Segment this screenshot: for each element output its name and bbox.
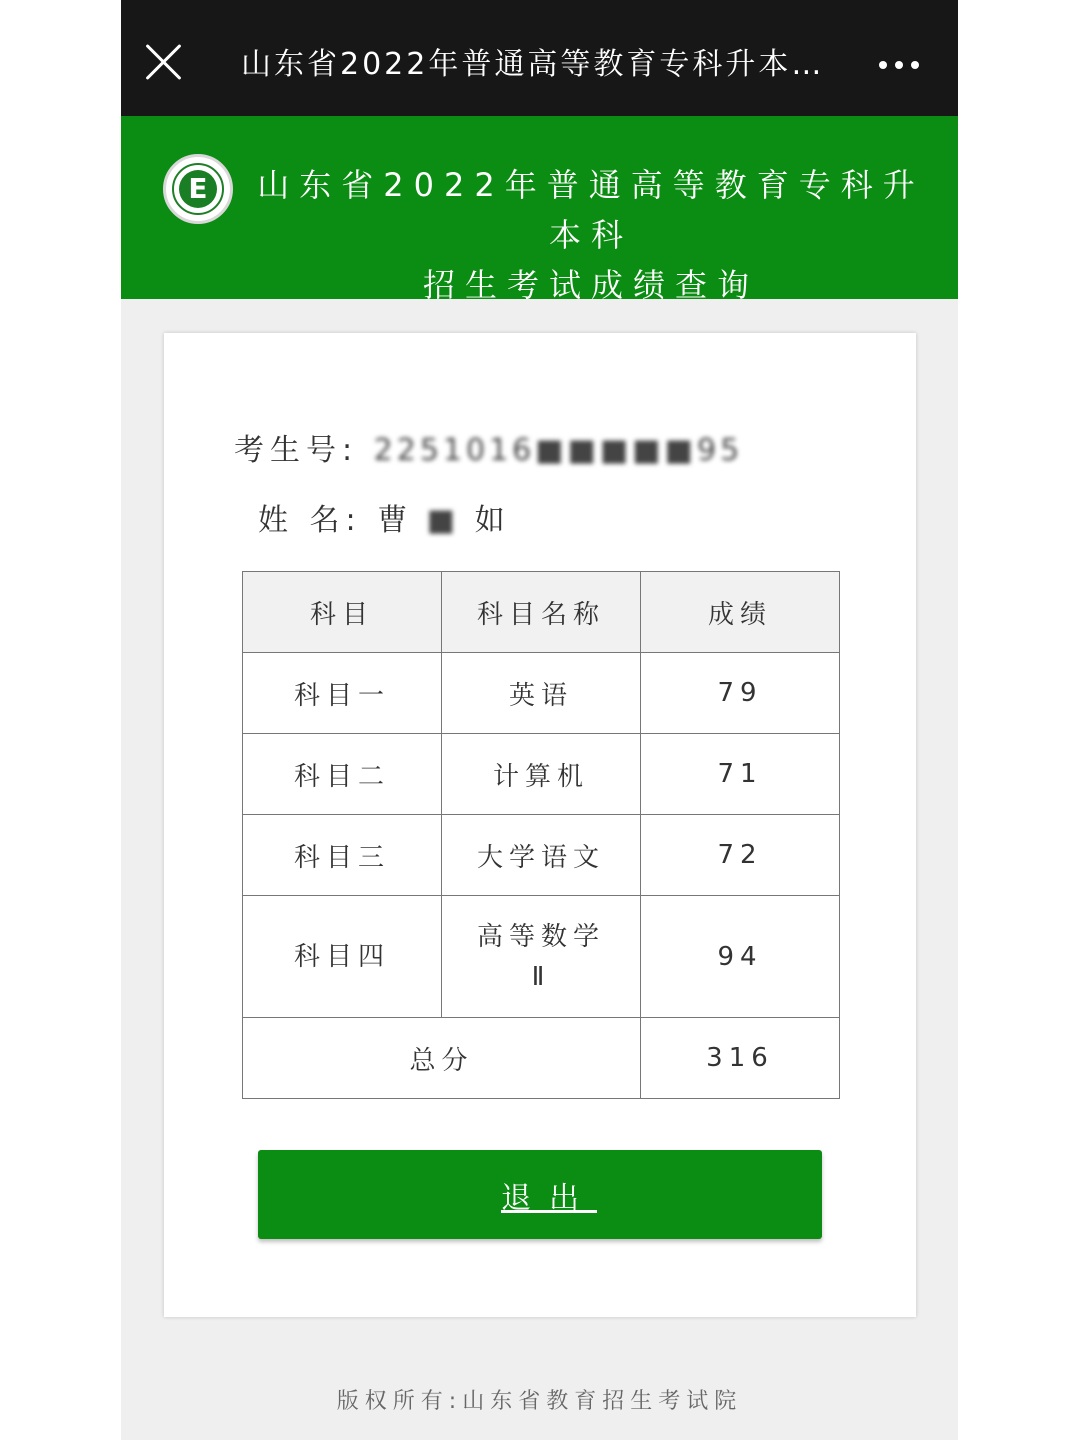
total-score-cell: 316 xyxy=(641,1018,840,1099)
subject-name-text: 高等数学Ⅱ xyxy=(476,921,605,992)
subject-name-cell: 英语 xyxy=(442,653,641,734)
candidate-name-hidden: ■ xyxy=(426,503,460,538)
candidate-number-row xyxy=(234,425,743,469)
total-label-cell: 总分 xyxy=(243,1018,641,1099)
table-row xyxy=(243,815,840,896)
table-row xyxy=(243,653,840,734)
subject-cell: 科目二 xyxy=(243,734,442,815)
column-header-score: 成绩 xyxy=(641,572,840,653)
candidate-number-value: 2251016■■■■■95 xyxy=(373,433,744,468)
page-title-line1: 山东省2022年普通高等教育专科升本科 xyxy=(257,166,925,254)
subject-name-cell: 计算机 xyxy=(442,734,641,815)
subject-cell: 科目四 xyxy=(243,896,442,1018)
logo-letter: E xyxy=(179,170,217,208)
candidate-name-last: 如 xyxy=(474,503,509,538)
score-cell: 71 xyxy=(641,734,840,815)
close-icon[interactable] xyxy=(143,42,183,82)
subject-name-cell xyxy=(442,896,641,1018)
column-header-subject: 科目 xyxy=(243,572,442,653)
table-row xyxy=(243,734,840,815)
score-cell: 79 xyxy=(641,653,840,734)
total-row xyxy=(243,1018,840,1099)
table-row xyxy=(243,896,840,1018)
score-table xyxy=(242,571,840,1099)
result-card xyxy=(164,333,916,1317)
candidate-name-first: 曹 xyxy=(377,503,412,538)
score-cell: 94 xyxy=(641,896,840,1018)
page-title xyxy=(251,160,931,310)
exit-button[interactable]: 退出 xyxy=(258,1150,822,1239)
wechat-page-title: 山东省2022年普通高等教育专科升本… xyxy=(241,47,825,82)
page-title-line2: 招生考试成绩查询 xyxy=(422,266,759,304)
subject-cell: 科目三 xyxy=(243,815,442,896)
more-options-icon[interactable] xyxy=(877,56,921,76)
copyright-footer: 版权所有:山东省教育招生考试院 xyxy=(336,1389,743,1414)
subject-cell: 科目一 xyxy=(243,653,442,734)
phone-viewport xyxy=(121,0,958,1440)
score-cell: 72 xyxy=(641,815,840,896)
candidate-name-label: 姓 名: xyxy=(258,503,362,538)
wechat-title-bar xyxy=(121,0,958,116)
candidate-number-label: 考生号: xyxy=(234,433,359,468)
exam-institute-logo xyxy=(163,154,233,224)
page-header xyxy=(121,116,958,304)
candidate-name-row xyxy=(258,495,509,539)
column-header-subject-name: 科目名称 xyxy=(442,572,641,653)
subject-name-cell: 大学语文 xyxy=(442,815,641,896)
table-header-row xyxy=(243,572,840,653)
